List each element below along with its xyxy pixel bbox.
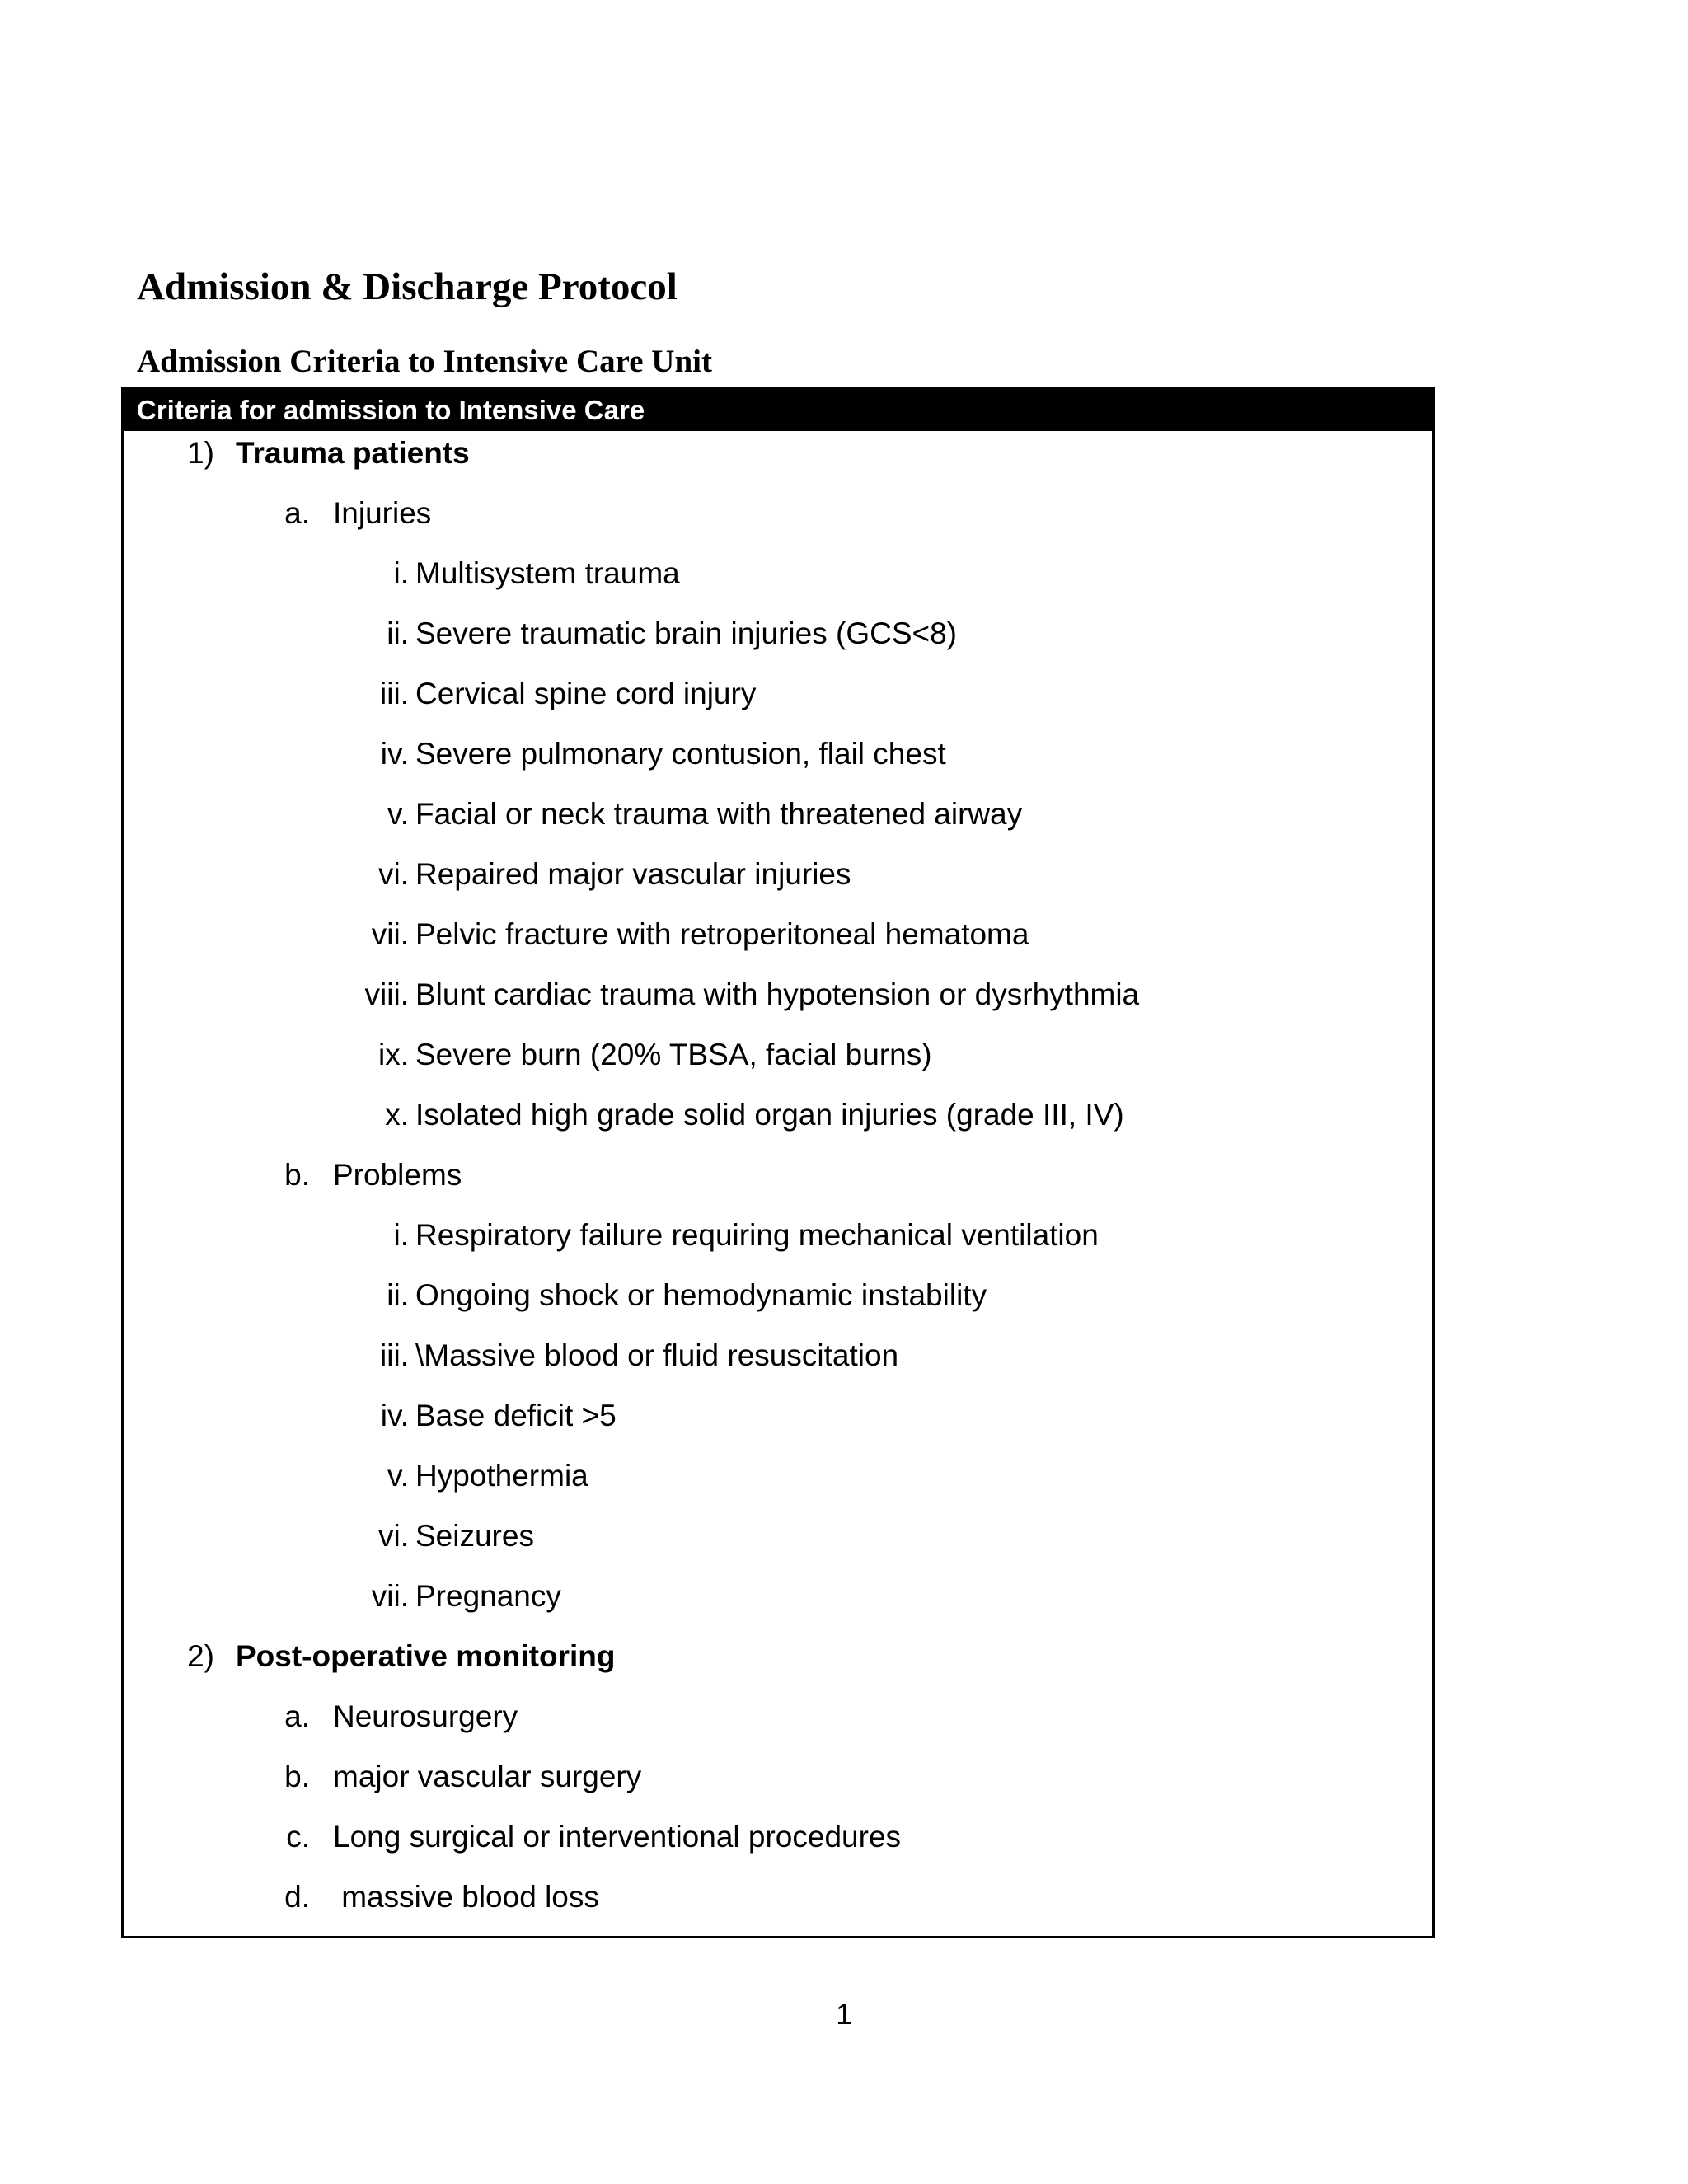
list-marker: iii.	[380, 677, 409, 710]
list-heading: Post-operative monitoring	[236, 1639, 616, 1673]
list-marker: vii.	[371, 1579, 409, 1613]
list-item	[124, 1513, 1432, 1559]
list-item	[124, 1453, 1432, 1499]
list-text: major vascular surgery	[333, 1760, 642, 1793]
list-marker: ii.	[387, 616, 409, 650]
list-item	[124, 611, 1432, 657]
list-text: Repaired major vascular injuries	[415, 857, 851, 891]
list-marker: vii.	[371, 917, 409, 951]
list-item-post-operative-monitoring	[124, 1633, 1432, 1680]
list-item	[124, 851, 1432, 898]
list-marker: ii.	[387, 1278, 409, 1312]
list-text: Facial or neck trauma with threatened airway	[415, 797, 1023, 831]
list-item-problems	[124, 1152, 1432, 1198]
list-marker: vi.	[378, 1519, 409, 1553]
list-item	[124, 1573, 1432, 1619]
list-item	[124, 1874, 1432, 1920]
list-text: Blunt cardiac trauma with hypotension or dysrhythmia	[415, 977, 1140, 1011]
list-subheading: Problems	[333, 1158, 462, 1192]
list-number: 2)	[187, 1639, 214, 1673]
list-number: 1)	[187, 436, 214, 470]
list-item	[124, 1694, 1432, 1740]
list-item	[124, 1393, 1432, 1439]
list-text: Base deficit >5	[415, 1399, 617, 1432]
list-item	[124, 1814, 1432, 1860]
list-item-trauma-patients	[124, 430, 1432, 476]
list-text: Severe burn (20% TBSA, facial burns)	[415, 1038, 932, 1071]
list-text: Severe pulmonary contusion, flail chest	[415, 737, 946, 771]
document-title: Admission & Discharge Protocol	[137, 265, 678, 308]
list-text: Hypothermia	[415, 1459, 588, 1493]
list-text: \Massive blood or fluid resuscitation	[415, 1338, 899, 1372]
list-item	[124, 972, 1432, 1018]
list-marker: iv.	[380, 1399, 409, 1432]
list-marker: iv.	[380, 737, 409, 771]
criteria-box	[121, 387, 1435, 1938]
list-marker: i.	[393, 556, 409, 590]
list-letter: b.	[284, 1760, 310, 1793]
list-heading: Trauma patients	[236, 436, 470, 470]
list-text: Cervical spine cord injury	[415, 677, 757, 710]
list-text: Neurosurgery	[333, 1699, 518, 1733]
list-item	[124, 1272, 1432, 1319]
list-marker: v.	[387, 797, 409, 831]
list-text: Multisystem trauma	[415, 556, 680, 590]
page-number: 1	[836, 1999, 852, 2031]
list-letter: d.	[284, 1880, 310, 1914]
list-text: Seizures	[415, 1519, 534, 1553]
list-item	[124, 1032, 1432, 1078]
list-marker: v.	[387, 1459, 409, 1493]
list-item	[124, 1092, 1432, 1138]
list-text: Respiratory failure requiring mechanical ventilation	[415, 1218, 1099, 1252]
list-marker: vi.	[378, 857, 409, 891]
list-letter: b.	[284, 1158, 310, 1192]
list-text: Long surgical or interventional procedures	[333, 1820, 902, 1854]
list-item	[124, 731, 1432, 777]
list-subheading: Injuries	[333, 496, 432, 530]
criteria-box-header: Criteria for admission to Intensive Care	[124, 390, 1432, 431]
list-item	[124, 671, 1432, 717]
list-marker: iii.	[380, 1338, 409, 1372]
list-marker: x.	[385, 1098, 409, 1132]
list-text: massive blood loss	[333, 1880, 599, 1914]
list-letter: c.	[286, 1820, 310, 1854]
list-marker: ix.	[378, 1038, 409, 1071]
list-text: Severe traumatic brain injuries (GCS<8)	[415, 616, 958, 650]
list-item	[124, 912, 1432, 958]
list-item-injuries	[124, 490, 1432, 537]
list-text: Isolated high grade solid organ injuries (grade III, IV)	[415, 1098, 1124, 1132]
list-item	[124, 1754, 1432, 1800]
list-item	[124, 1212, 1432, 1258]
list-item	[124, 551, 1432, 597]
list-marker: viii.	[364, 977, 409, 1011]
list-text: Ongoing shock or hemodynamic instability	[415, 1278, 987, 1312]
list-letter: a.	[284, 496, 310, 530]
list-item	[124, 791, 1432, 837]
list-marker: i.	[393, 1218, 409, 1252]
list-letter: a.	[284, 1699, 310, 1733]
list-item	[124, 1333, 1432, 1379]
list-text: Pregnancy	[415, 1579, 561, 1613]
list-text: Pelvic fracture with retroperitoneal hematoma	[415, 917, 1029, 951]
section-title: Admission Criteria to Intensive Care Unit	[137, 344, 712, 379]
